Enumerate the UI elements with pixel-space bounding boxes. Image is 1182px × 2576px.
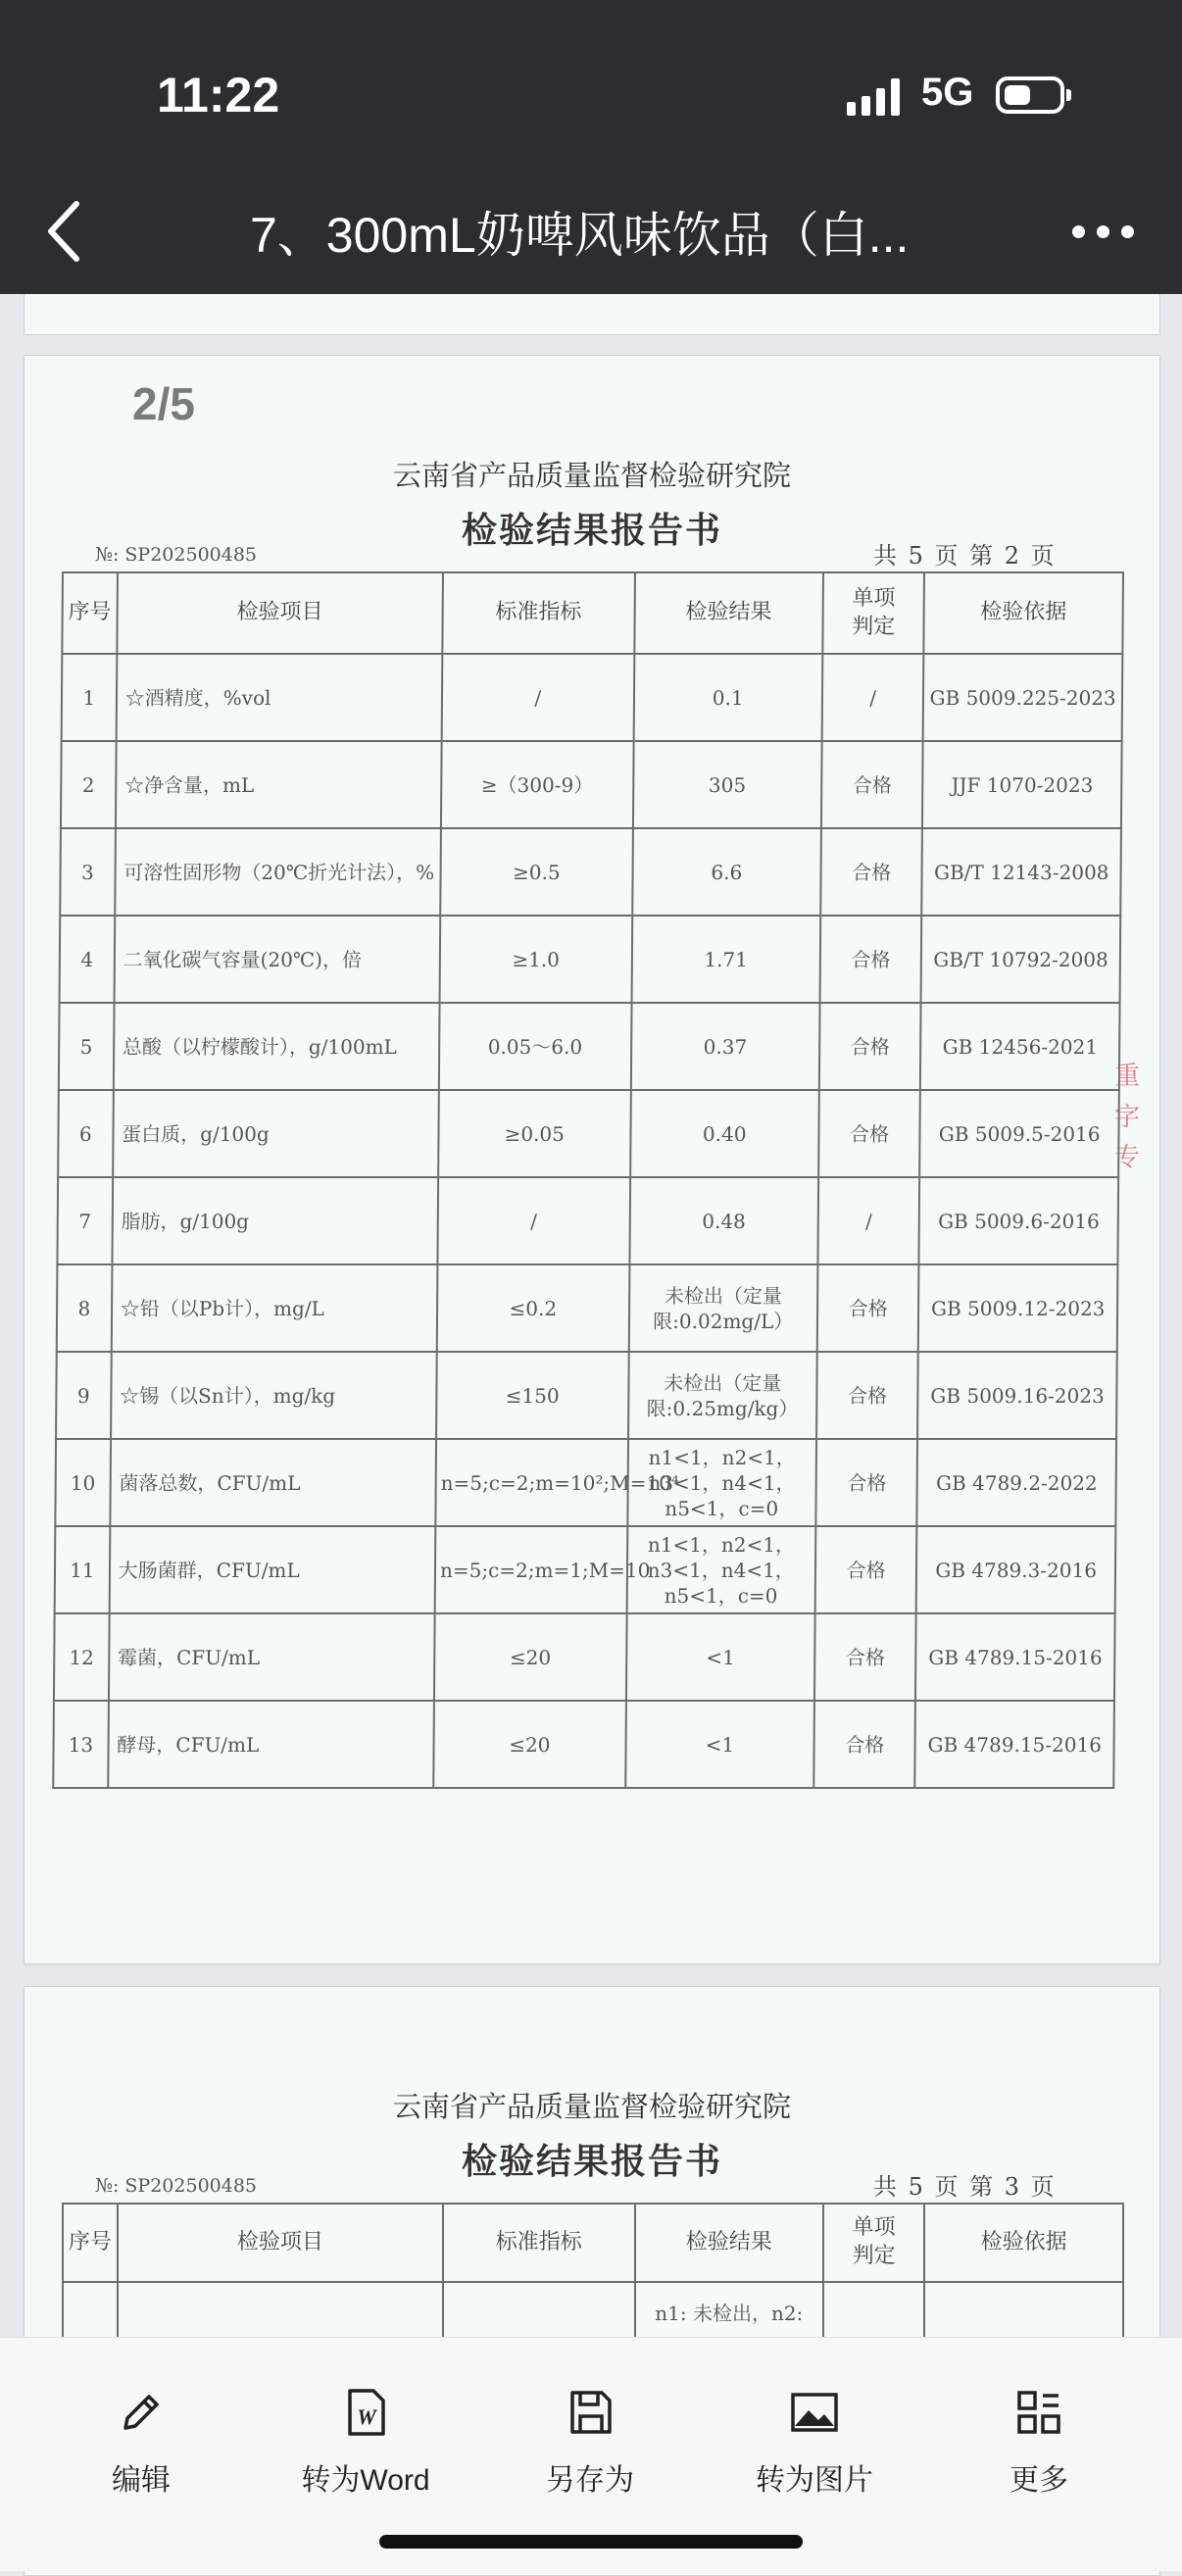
grid-icon bbox=[1011, 2385, 1066, 2440]
header-cell: 检验项目 bbox=[117, 572, 443, 654]
cell-result: <1 bbox=[625, 1613, 814, 1701]
cell-item: 霉菌，CFU/mL bbox=[109, 1613, 435, 1701]
cell-seq: 3 bbox=[60, 828, 115, 916]
more-label: 更多 bbox=[1010, 2464, 1068, 2497]
header-cell: 检验依据 bbox=[924, 2204, 1123, 2282]
table-row bbox=[55, 1526, 1116, 1613]
table-row bbox=[57, 1177, 1118, 1264]
document-title: 7、300mL奶啤风味饮品（白... bbox=[250, 208, 910, 263]
cell-judge: / bbox=[817, 1177, 919, 1264]
cell-basis: GB 5009.225-2023 bbox=[923, 654, 1122, 741]
cell-seq: 2 bbox=[61, 741, 116, 828]
table-row bbox=[54, 1613, 1115, 1701]
cell-item: 菌落总数，CFU/mL bbox=[110, 1439, 436, 1526]
cell-item: ☆净含量，mL bbox=[116, 741, 442, 828]
cell-item: 二氧化碳气容量(20℃)，倍 bbox=[114, 916, 440, 1003]
cell-result: 0.37 bbox=[630, 1003, 819, 1090]
cell-std: ≥1.0 bbox=[440, 916, 632, 1003]
cell-basis: JJF 1070-2023 bbox=[922, 741, 1121, 828]
svg-text:W: W bbox=[357, 2404, 376, 2429]
cell-seq: 13 bbox=[53, 1701, 108, 1788]
table-row bbox=[60, 828, 1121, 916]
cell-basis: GB 4789.15-2016 bbox=[915, 1613, 1114, 1701]
cell-std: 0.05～6.0 bbox=[439, 1003, 631, 1090]
cell-judge: 合格 bbox=[813, 1701, 915, 1788]
word-document-icon bbox=[338, 2385, 393, 2440]
table-row bbox=[53, 1701, 1114, 1788]
cell-seq: 11 bbox=[55, 1526, 110, 1613]
table-row bbox=[59, 1003, 1120, 1090]
cell-std: ≥0.5 bbox=[440, 828, 632, 916]
cell-judge: 合格 bbox=[820, 828, 922, 916]
convert-to-image-button[interactable] bbox=[716, 2385, 912, 2499]
header-cell: 检验依据 bbox=[924, 572, 1123, 654]
header-cell: 标准指标 bbox=[443, 2204, 635, 2282]
table-row bbox=[61, 741, 1122, 828]
cell-result: n1: 未检出，n2: bbox=[635, 2282, 823, 2400]
cell-item: 酵母，CFU/mL bbox=[108, 1701, 434, 1788]
results-table bbox=[52, 571, 1124, 1789]
top-bar bbox=[0, 0, 1182, 294]
cell-basis: GB/T 12143-2008 bbox=[922, 828, 1121, 916]
cell-result: 未检出（定量限:0.25mg/kg） bbox=[628, 1352, 817, 1439]
cell-item: ☆酒精度，%vol bbox=[116, 654, 442, 741]
table-header bbox=[63, 2204, 1123, 2282]
cell-result: 0.40 bbox=[630, 1090, 819, 1177]
home-indicator bbox=[379, 2535, 803, 2549]
more-button[interactable] bbox=[941, 2385, 1137, 2499]
cell-basis: GB/T 10792-2008 bbox=[921, 916, 1120, 1003]
cell-judge: 合格 bbox=[819, 1003, 921, 1090]
header-cell: 单项判定 bbox=[822, 572, 924, 654]
convert-to-word-button[interactable] bbox=[268, 2385, 464, 2499]
cell-item: 脂肪，g/100g bbox=[112, 1177, 438, 1264]
cell-seq: 9 bbox=[56, 1352, 111, 1439]
header-cell: 检验项目 bbox=[118, 2204, 443, 2282]
cell-item: 大肠菌群，CFU/mL bbox=[109, 1526, 435, 1613]
cell-seq: 1 bbox=[62, 654, 117, 741]
cell-judge: 合格 bbox=[821, 741, 923, 828]
cell-seq: 8 bbox=[57, 1264, 112, 1352]
cell-judge: 合格 bbox=[818, 1090, 920, 1177]
cell-result: 0.48 bbox=[629, 1177, 818, 1264]
edit-button[interactable] bbox=[43, 2385, 239, 2499]
table-row bbox=[56, 1352, 1117, 1439]
header-cell: 检验结果 bbox=[635, 2204, 823, 2282]
signal-icon bbox=[847, 78, 904, 116]
cell-judge: 合格 bbox=[820, 916, 922, 1003]
cell-result: 1.71 bbox=[631, 916, 820, 1003]
cell-std: ≥（300-9） bbox=[441, 741, 633, 828]
cell-basis: GB 4789.2-2022 bbox=[917, 1439, 1116, 1526]
table-row bbox=[57, 1264, 1118, 1352]
report-page-2 bbox=[24, 355, 1160, 1964]
table-row bbox=[60, 916, 1121, 1003]
cell-std: / bbox=[437, 1177, 629, 1264]
cell-seq: 5 bbox=[59, 1003, 114, 1090]
table-row bbox=[62, 654, 1123, 741]
cell-std: ≤20 bbox=[434, 1613, 626, 1701]
page-info: 共 5 页 第 2 页 bbox=[873, 542, 1057, 570]
edit-label: 编辑 bbox=[112, 2464, 171, 2497]
cell-judge: / bbox=[822, 654, 924, 741]
chevron-left-icon bbox=[35, 192, 94, 271]
header-cell: 单项判定 bbox=[823, 2204, 924, 2282]
report-number: №: SP202500485 bbox=[95, 544, 258, 566]
cell-std: ≤150 bbox=[436, 1352, 628, 1439]
to-word-label: 转为Word bbox=[301, 2464, 430, 2497]
cell-std: ≥0.05 bbox=[438, 1090, 630, 1177]
cell-item: ☆铅（以Pb计），mg/L bbox=[111, 1264, 437, 1352]
status-time: 11:22 bbox=[157, 68, 280, 123]
cell-result: 305 bbox=[632, 741, 821, 828]
header-cell: 序号 bbox=[62, 572, 117, 654]
cell-result: 6.6 bbox=[632, 828, 821, 916]
report-title: 检验结果报告书 bbox=[461, 2141, 722, 2182]
cell-seq: 10 bbox=[55, 1439, 110, 1526]
table-row bbox=[58, 1090, 1119, 1177]
cell-judge: 合格 bbox=[816, 1352, 918, 1439]
cell-std: ≤0.2 bbox=[437, 1264, 629, 1352]
cell-seq: 6 bbox=[58, 1090, 113, 1177]
network-type: 5G bbox=[921, 71, 974, 114]
cell-judge: 合格 bbox=[815, 1526, 917, 1613]
cell-item: ☆锡（以Sn计），mg/kg bbox=[111, 1352, 437, 1439]
cell-seq: 4 bbox=[60, 916, 115, 1003]
cell-result: 0.1 bbox=[633, 654, 822, 741]
cell-std: n=5;c=2;m=10²;M=10⁴ bbox=[435, 1439, 627, 1526]
report-title: 检验结果报告书 bbox=[461, 510, 722, 551]
cell-basis: GB 5009.12-2023 bbox=[918, 1264, 1117, 1352]
header-cell: 检验结果 bbox=[634, 572, 823, 654]
cell-judge: 合格 bbox=[815, 1439, 917, 1526]
save-as-button[interactable] bbox=[492, 2385, 688, 2499]
cell-judge: 合格 bbox=[817, 1264, 919, 1352]
cell-item: 蛋白质，g/100g bbox=[113, 1090, 439, 1177]
cell-std: / bbox=[442, 654, 634, 741]
cell-judge: 合格 bbox=[814, 1613, 916, 1701]
save-as-label: 另存为 bbox=[546, 2464, 634, 2497]
cell-seq: 7 bbox=[57, 1177, 112, 1264]
cell-result: 未检出（定量限:0.02mg/L） bbox=[628, 1264, 817, 1352]
cell-result: n1<1，n2<1，n3<1，n4<1，n5<1，c=0 bbox=[627, 1439, 816, 1526]
cell-item: 总酸（以柠檬酸计），g/100mL bbox=[114, 1003, 440, 1090]
org-name: 云南省产品质量监督检验研究院 bbox=[392, 459, 791, 492]
org-name: 云南省产品质量监督检验研究院 bbox=[392, 2090, 791, 2123]
cell-basis: GB 12456-2021 bbox=[920, 1003, 1119, 1090]
cell-basis: GB 5009.5-2016 bbox=[919, 1090, 1118, 1177]
cell-basis: GB 4789.3-2016 bbox=[916, 1526, 1115, 1613]
cell-basis: GB 5009.6-2016 bbox=[919, 1177, 1118, 1264]
page-info: 共 5 页 第 3 页 bbox=[873, 2173, 1057, 2201]
cell-basis: GB 5009.16-2023 bbox=[917, 1352, 1116, 1439]
cell-result: <1 bbox=[625, 1701, 814, 1788]
image-icon bbox=[787, 2385, 842, 2440]
header-cell: 序号 bbox=[63, 2204, 118, 2282]
more-options-button[interactable] bbox=[1064, 201, 1143, 260]
cell-result: n1<1，n2<1，n3<1，n4<1，n5<1，c=0 bbox=[626, 1526, 815, 1613]
back-button[interactable] bbox=[35, 192, 94, 271]
cell-std: ≤20 bbox=[433, 1701, 625, 1788]
cell-basis: GB 4789.15-2016 bbox=[915, 1701, 1114, 1788]
cell-seq: 12 bbox=[54, 1613, 109, 1701]
table-header bbox=[62, 572, 1123, 654]
pencil-icon bbox=[114, 2385, 169, 2440]
page-indicator: 2/5 bbox=[132, 378, 195, 429]
red-seal-stamp: 重 字 专 bbox=[1114, 1062, 1141, 1173]
report-number: №: SP202500485 bbox=[95, 2175, 258, 2197]
save-icon bbox=[563, 2385, 617, 2440]
header-cell: 标准指标 bbox=[442, 572, 634, 654]
table-row bbox=[55, 1439, 1116, 1526]
battery-icon bbox=[996, 76, 1064, 114]
cell-std: n=5;c=2;m=1;M=10 bbox=[435, 1526, 627, 1613]
cell-item: 可溶性固形物（20℃折光计法），% bbox=[115, 828, 441, 916]
to-image-label: 转为图片 bbox=[756, 2464, 873, 2497]
